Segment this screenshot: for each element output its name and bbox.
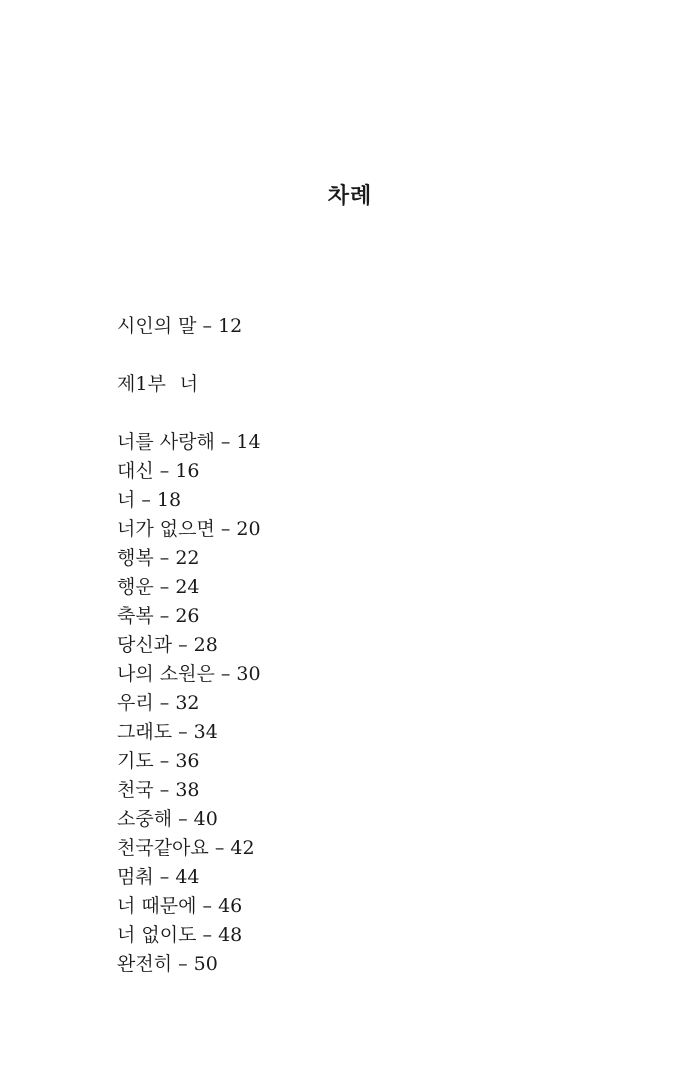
toc-entry-page: 16 — [175, 460, 200, 482]
toc-separator: – — [172, 721, 194, 743]
toc-entry — [117, 631, 597, 660]
toc-entry-label: 대신 — [117, 460, 154, 482]
toc-entry — [117, 747, 597, 776]
toc-entry-page: 44 — [175, 866, 200, 888]
toc-entry-page: 36 — [175, 750, 200, 772]
toc-entry-label: 그래도 — [117, 721, 173, 743]
toc-entry-page: 38 — [175, 779, 200, 801]
toc-entry-label: 너 때문에 — [117, 895, 197, 917]
toc-entry-label: 우리 — [117, 692, 154, 714]
toc-entry-list — [117, 428, 597, 979]
toc-separator: – — [214, 518, 237, 540]
toc-entry-label: 멈춰 — [117, 866, 154, 888]
toc-entry-page: 42 — [230, 837, 255, 859]
toc-separator: – — [196, 315, 219, 337]
toc-entry-page: 24 — [175, 576, 200, 598]
section-number: 제1부 — [117, 373, 166, 395]
toc-entry — [117, 689, 597, 718]
toc-entry — [117, 892, 597, 921]
toc-entry-page: 32 — [175, 692, 200, 714]
toc-entry — [117, 602, 597, 631]
toc-separator: – — [196, 924, 219, 946]
toc-entry-page: 46 — [218, 895, 243, 917]
toc-separator: – — [214, 663, 237, 685]
toc-entry — [117, 834, 597, 863]
toc-entry — [117, 544, 597, 573]
toc-separator: – — [214, 431, 237, 453]
toc-entry-label: 축복 — [117, 605, 154, 627]
toc-entry — [117, 950, 597, 979]
toc-entry-page: 48 — [218, 924, 243, 946]
toc-entry-label: 천국같아요 — [117, 837, 209, 859]
toc-separator: – — [153, 866, 176, 888]
toc-entry-label: 완전히 — [117, 953, 173, 975]
toc-entry-label: 소중해 — [117, 808, 173, 830]
toc-entry-label: 당신과 — [117, 634, 173, 656]
toc-separator: – — [208, 837, 231, 859]
toc-entry — [117, 573, 597, 602]
toc-section-heading — [117, 370, 597, 399]
section-name: 너 — [179, 373, 199, 395]
toc-entry — [117, 515, 597, 544]
toc-entry — [117, 863, 597, 892]
toc-entry-preface — [117, 312, 597, 341]
page-title: 차례 — [327, 183, 373, 209]
toc-entry — [117, 660, 597, 689]
toc-entry-label: 시인의 말 — [117, 315, 197, 337]
toc-entry-label: 나의 소원은 — [117, 663, 215, 685]
toc-separator: – — [153, 576, 176, 598]
toc-entry-label: 너 — [117, 489, 136, 511]
toc-entry-label: 행복 — [117, 547, 154, 569]
toc-entry-page: 18 — [156, 489, 182, 511]
toc-entry-page: 40 — [193, 808, 218, 830]
toc-entry — [117, 805, 597, 834]
toc-entry-page: 22 — [175, 547, 200, 569]
toc-separator: – — [135, 489, 157, 511]
toc-entry — [117, 486, 597, 515]
toc-entry — [117, 457, 597, 486]
toc-separator: – — [153, 605, 176, 627]
toc-separator: – — [153, 547, 176, 569]
toc-entry-label: 기도 — [117, 750, 154, 772]
toc-separator: – — [172, 808, 194, 830]
toc-entry-label: 천국 — [117, 779, 154, 801]
toc-separator: – — [196, 895, 219, 917]
toc-entry — [117, 718, 597, 747]
toc-entry — [117, 776, 597, 805]
toc-entry-page: 14 — [236, 431, 261, 453]
toc-entry-page: 20 — [236, 518, 261, 540]
toc-separator: – — [153, 779, 176, 801]
toc-separator: – — [153, 692, 176, 714]
toc-entry-page: 28 — [193, 634, 218, 656]
toc-entry-page: 34 — [193, 721, 218, 743]
toc-separator: – — [153, 750, 176, 772]
toc-entry-page: 50 — [193, 953, 218, 975]
toc-entry-label: 너를 사랑해 — [117, 431, 215, 453]
toc-entry-label: 너 없이도 — [117, 924, 197, 946]
table-of-contents — [117, 312, 597, 979]
toc-entry — [117, 428, 597, 457]
toc-separator: – — [172, 953, 194, 975]
toc-entry-label: 너가 없으면 — [117, 518, 215, 540]
toc-entry-label: 행운 — [117, 576, 154, 598]
toc-entry-page: 12 — [218, 315, 243, 337]
toc-entry-page: 26 — [175, 605, 200, 627]
toc-separator: – — [172, 634, 194, 656]
toc-separator: – — [153, 460, 176, 482]
toc-entry-page: 30 — [236, 663, 261, 685]
toc-entry — [117, 921, 597, 950]
